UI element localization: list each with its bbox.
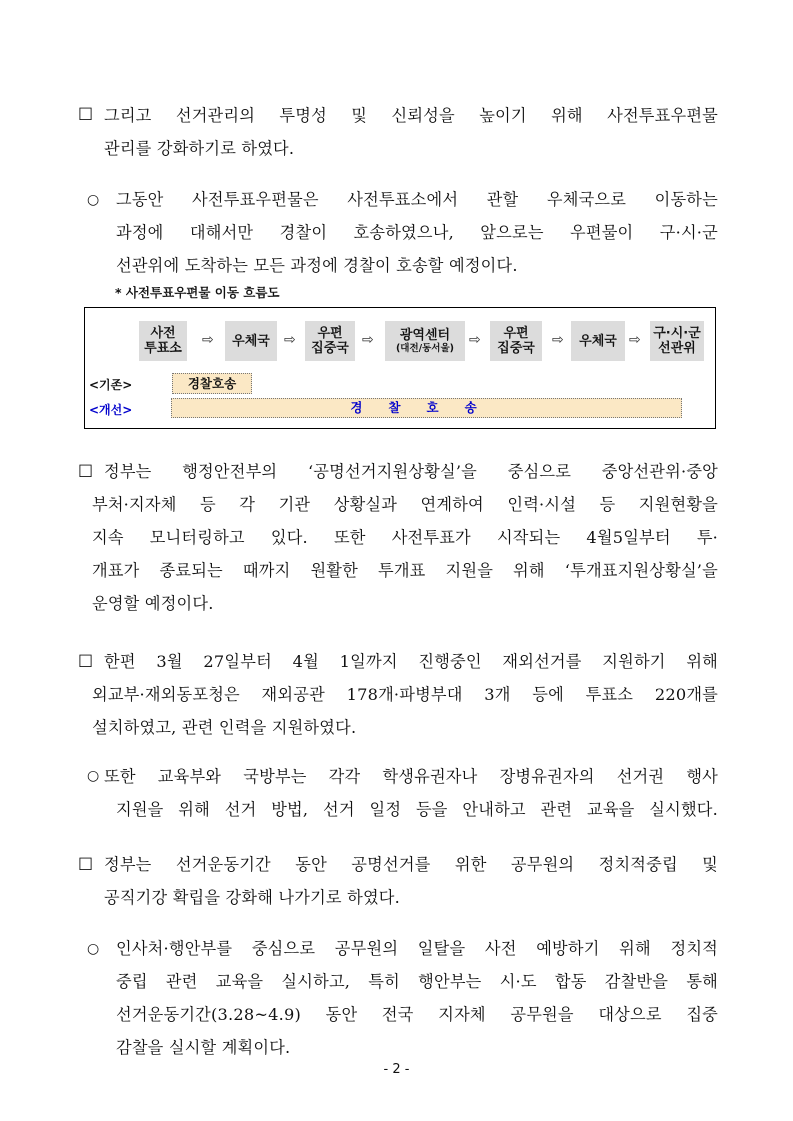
right-arrow-icon: ⇨	[202, 332, 214, 348]
square-bullet: □	[78, 460, 94, 479]
text-line: 선거운동기간(3.28~4.9) 동안 전국 지자체 공무원을 대상으로 집중	[116, 1005, 718, 1024]
text-line: 지원을 위해 선거 방법, 선거 일정 등을 안내하고 관련 교육을 실시했다.	[116, 800, 718, 819]
node-text: 선관위	[658, 341, 696, 356]
node-text: 광역센터	[399, 327, 451, 343]
paragraph-1-cont	[104, 132, 718, 165]
text-line: 외교부·재외동포청은 재외공관 178개·파병부대 3개 등에 투표소 220개를	[92, 685, 718, 704]
node-text: 사전	[150, 326, 176, 341]
text-line: 감찰을 실시할 계획이다.	[116, 1038, 291, 1057]
text-line: 인사처·행안부를 중심으로 공무원의 일탈을 사전 예방하기 위해 정치적	[116, 939, 718, 958]
paragraph-3-cont	[92, 711, 718, 744]
paragraph-4a-cont	[116, 1031, 718, 1064]
node-text: 구·시·군	[653, 326, 701, 341]
text-line: 운영할 예정이다.	[92, 594, 214, 613]
right-arrow-icon: ⇨	[469, 332, 481, 348]
text-line: 중립 관련 교육을 실시하고, 특히 행안부는 시·도 합동 감찰반을 통해	[116, 972, 718, 991]
improved-escort-bar: 경찰호송	[171, 398, 682, 418]
square-bullet: □	[78, 103, 94, 122]
square-bullet: □	[78, 650, 94, 669]
text-line: 관리를 강화하기로 하였다.	[104, 139, 295, 158]
node-text: 우체국	[232, 333, 270, 349]
square-bullet: □	[78, 853, 94, 872]
flow-node-election-commission	[650, 321, 704, 361]
circle-bullet: ○	[87, 192, 100, 208]
flow-diagram	[84, 307, 716, 429]
node-text: 집중국	[311, 341, 349, 356]
paragraph-4-cont	[104, 881, 718, 914]
flow-node-polling-station	[139, 321, 187, 361]
node-subtext: (대전/동서울)	[395, 342, 455, 354]
text-line: 그리고 선거관리의 투명성 및 신뢰성을 높이기 위해 사전투표우편물	[104, 106, 718, 125]
right-arrow-icon: ⇨	[284, 332, 296, 348]
node-text: 투표소	[144, 341, 182, 356]
paragraph-3a	[104, 760, 718, 826]
node-text: 집중국	[497, 341, 535, 356]
text-line: 정부는 선거운동기간 동안 공명선거를 위한 공무원의 정치적중립 및	[104, 855, 718, 874]
page-number: - 2 -	[383, 1062, 410, 1077]
flow-node-mail-center-2	[490, 321, 542, 361]
node-text: 우체국	[579, 333, 617, 349]
text-line: 선관위에 도착하는 모든 과정에 경찰이 호송할 예정이다.	[116, 256, 518, 275]
paragraph-2-cont	[92, 587, 718, 620]
text-line: 개표가 종료되는 때까지 원활한 투개표 지원을 위해 ‘투개표지원상황실’을	[92, 561, 718, 580]
text-line: 지속 모니터링하고 있다. 또한 사전투표가 시작되는 4월5일부터 투·	[92, 528, 718, 547]
text-line: 정부는 행정안전부의 ‘공명선거지원상황실’을 중심으로 중앙선관위·중앙	[104, 462, 718, 481]
text-line: 설치하였고, 관련 인력을 지원하였다.	[92, 718, 357, 737]
node-text: 우편	[503, 326, 529, 341]
circle-bullet: ○	[87, 768, 100, 784]
text-line: 한편 3월 27일부터 4월 1일까지 진행중인 재외선거를 지원하기 위해	[104, 652, 718, 671]
paragraph-1	[104, 99, 718, 132]
existing-label: <기존>	[89, 378, 133, 392]
paragraph-3	[92, 645, 718, 711]
flow-note: * 사전투표우편물 이동 흐름도	[115, 285, 280, 300]
right-arrow-icon: ⇨	[362, 332, 374, 348]
text-line: 또한 교육부와 국방부는 각각 학생유권자나 장병유권자의 선거권 행사	[104, 767, 718, 786]
flow-node-post-office-2	[571, 321, 625, 361]
text-line: 부처·지자체 등 각 기관 상황실과 연계하여 인력·시설 등 지원현황을	[92, 495, 718, 514]
flow-node-post-office	[225, 321, 277, 361]
flow-node-mail-center	[305, 321, 355, 361]
flow-node-regional-center	[385, 321, 465, 361]
text-line: 공직기강 확립을 강화해 나가기로 하였다.	[104, 888, 400, 907]
paragraph-4a	[116, 932, 718, 1031]
existing-escort-bar: 경찰호송	[172, 373, 252, 394]
improved-label: <개선>	[89, 403, 133, 417]
paragraph-1a	[116, 183, 718, 249]
paragraph-4	[104, 848, 718, 881]
text-line: 과정에 대해서만 경찰이 호송하였으나, 앞으로는 우편물이 구·시·군	[116, 223, 718, 242]
circle-bullet: ○	[87, 941, 100, 957]
node-text: 우편	[317, 326, 343, 341]
right-arrow-icon: ⇨	[629, 332, 641, 348]
paragraph-2	[92, 455, 718, 587]
paragraph-1a-cont	[116, 249, 718, 282]
text-line: 그동안 사전투표우편물은 사전투표소에서 관할 우체국으로 이동하는	[116, 190, 718, 209]
right-arrow-icon: ⇨	[552, 332, 564, 348]
